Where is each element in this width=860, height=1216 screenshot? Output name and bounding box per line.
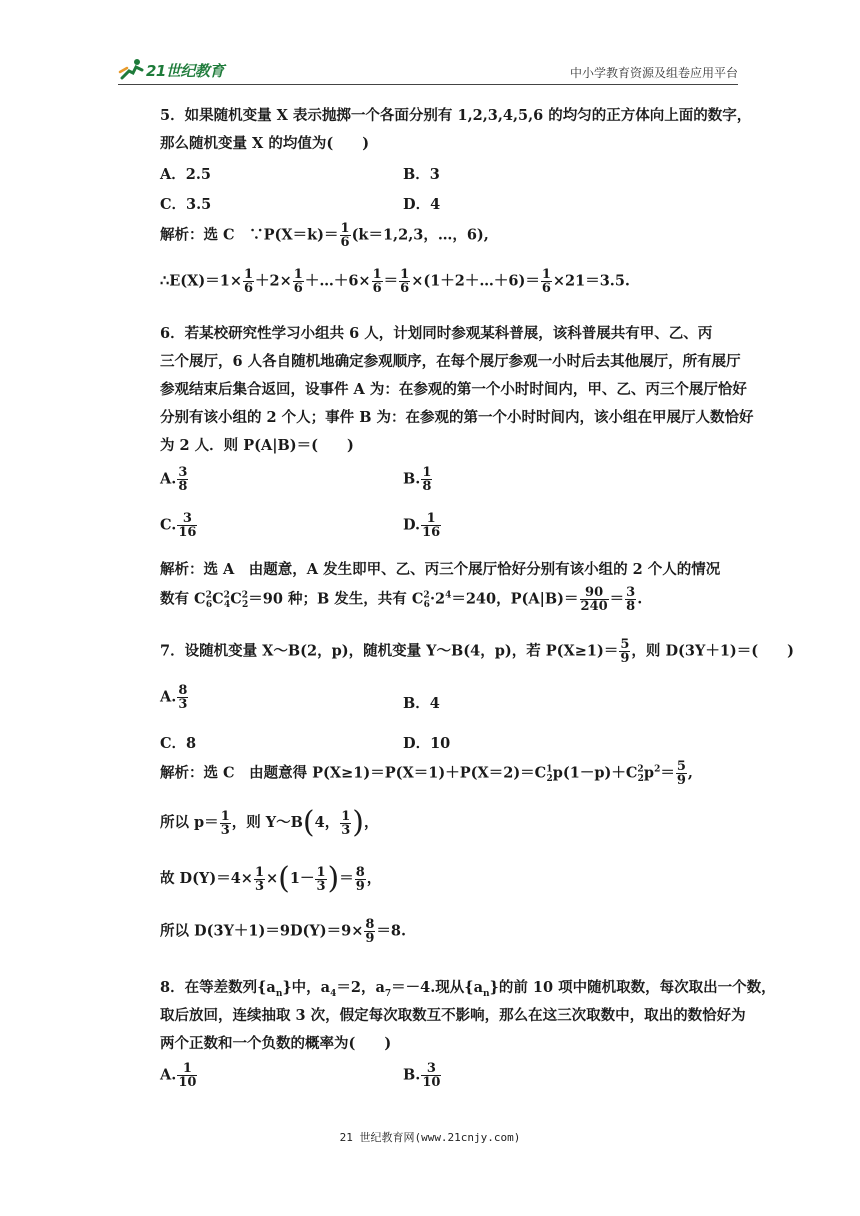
page-footer: 21 世纪教育网(www.21cnjy.com) <box>339 1131 521 1144</box>
platform-name: 中小学教育资源及组卷应用平台 <box>569 66 738 80</box>
q7-option-c: C．8 <box>160 735 197 752</box>
q6-option-d: D. $\frac{1}{16}$ <box>403 511 441 540</box>
fraction: $\frac{1}{6}$ <box>340 221 350 250</box>
q6-solution-line2: 数有 $C^2_6C^2_4C^2_2=90$ 种；B 发生，共有 $C^2_6\cdot 2^4=240$，P(A|B)＝ $\frac{90}{240}$ ＝ $\frac{3}{8}$ . <box>160 585 643 614</box>
q8-stem-line3: 两个正数和一个负数的概率为( ) <box>160 1035 392 1052</box>
q6-stem-line5: 为 2 人．则 P(A|B)＝( ) <box>160 437 354 454</box>
q6-option-a: A. $\frac{3}{8}$ <box>160 465 188 494</box>
q7-solution-line2: 所以 p＝ $\frac{1}{3}$ ，则 Y～B(4， $\frac{1}{3}$ )， <box>160 805 379 840</box>
header-divider <box>118 84 738 85</box>
q8-option-b: B. $\frac{3}{10}$ <box>403 1061 441 1090</box>
q7-option-b: B．4 <box>403 695 440 712</box>
site-logo <box>118 58 228 80</box>
q5-stem-line2: 那么随机变量 X 的均值为( ) <box>160 135 370 152</box>
q6-option-c: C. $\frac{3}{16}$ <box>160 511 197 540</box>
q5-stem-line1: 5．如果随机变量 X 表示抛掷一个各面分别有 1,2,3,4,5,6 的均匀的正方体向上面的数字， <box>160 107 752 124</box>
q6-solution-line1: 解析：选 A 由题意，A 发生即甲、乙、丙三个展厅恰好分别有该小组的 2 个人的情况 <box>160 561 721 578</box>
q6-stem-line4: 分别有该小组的 2 个人；事件 B 为：在参观的第一个小时时间内，该小组在甲展厅人数恰好 <box>160 409 754 426</box>
logo-text: 21世纪教育 <box>146 62 224 80</box>
q5-option-b: B．3 <box>403 166 440 183</box>
q6-stem-line3: 参观结束后集合返回，设事件 A 为：在参观的第一个小时时间内，甲、乙、丙三个展厅恰好 <box>160 381 747 398</box>
runner-icon <box>118 58 146 80</box>
q6-stem-line1: 6．若某校研究性学习小组共 6 人，计划同时参观某科普展，该科普展共有甲、乙、丙 <box>160 325 713 342</box>
q5-solution-line2: ∴E(X)＝1× $\frac{1}{6}$ ＋2× $\frac{1}{6}$ ＋…＋6× $\frac{1}{6}$ ＝ $\frac{1}{6}$ ×(1＋2＋…＋6)＝ $\frac{1}{6}$ ×21＝3.5. <box>160 267 630 296</box>
q8-stem-line1: 8．在等差数列$\{a_n\}$中，$a_4=2$，$a_7=-4$.现从$\{a_n\}$的前 10 项中随机取数，每次取出一个数， <box>160 979 776 999</box>
q7-solution-line3: 故 D(Y)＝4× $\frac{1}{3}$ ×(1－ $\frac{1}{3}$ )＝ $\frac{8}{9}$ ， <box>160 861 382 896</box>
q7-option-d: D．10 <box>403 735 451 752</box>
q6-stem-line2: 三个展厅，6 人各自随机地确定参观顺序，在每个展厅参观一小时后去其他展厅，所有展厅 <box>160 353 741 370</box>
q5-option-d: D．4 <box>403 196 441 213</box>
q8-stem-line2: 取后放回，连续抽取 3 次，假定每次取数互不影响，那么在这三次取数中，取出的数恰好为 <box>160 1007 746 1024</box>
q5-option-a: A．2.5 <box>160 166 211 183</box>
q7-option-a: A. $\frac{8}{3}$ <box>160 683 188 712</box>
page-header <box>118 56 738 86</box>
q8-option-a: A. $\frac{1}{10}$ <box>160 1061 197 1090</box>
q5-option-c: C．3.5 <box>160 196 212 213</box>
q7-solution-line4: 所以 D(3Y＋1)＝9D(Y)＝9× $\frac{8}{9}$ ＝8. <box>160 917 407 946</box>
q5-solution-line1: 解析：选 C ∵P(X＝k)＝ $\frac{1}{6}$ (k＝1,2,3，…，6), <box>160 221 489 250</box>
q7-stem: 7．设随机变量 X～B(2，p)，随机变量 Y～B(4，p)，若 P(X≥1)＝ $\frac{5}{9}$ ，则 D(3Y＋1)＝( ) <box>160 637 794 666</box>
q7-solution-line1: 解析：选 C 由题意得 $P(X\ge 1)=P(X=1)+P(X=2)=C^1_2p(1-p)+C^2_2p^2=$ $\frac{5}{9}$ , <box>160 759 693 788</box>
q6-option-b: B. $\frac{1}{8}$ <box>403 465 432 494</box>
